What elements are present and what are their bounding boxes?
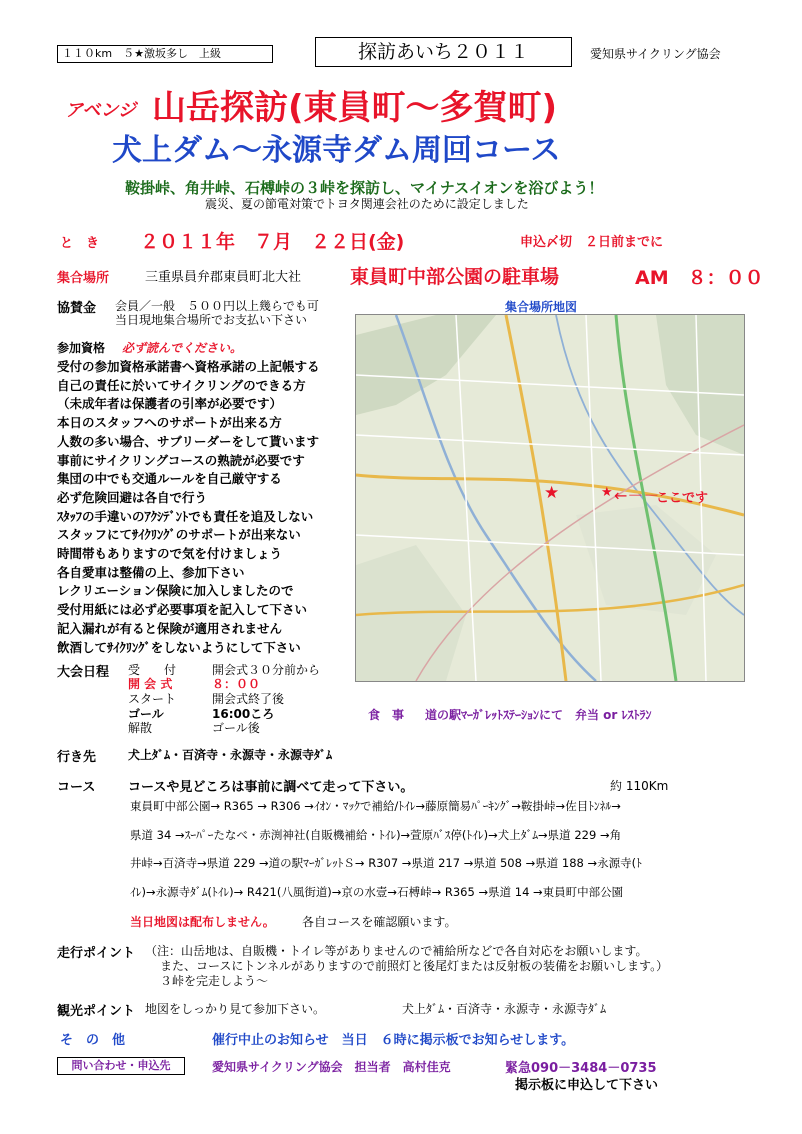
- requirement-item: 必ず危険回避は各自で行う: [57, 489, 208, 505]
- requirement-item: 自己の責任に於いてサイクリングのできる方: [57, 377, 306, 393]
- event-date: ２０１１年 ７月 ２２日(金): [140, 231, 405, 253]
- meeting-place: 東員町中部公園の駐車場: [350, 266, 560, 288]
- schedule-value: 16:00ころ: [212, 707, 275, 721]
- requirement-item: 記入漏れが有ると保険が適用されません: [57, 620, 283, 636]
- schedule-key: スタート: [128, 692, 177, 706]
- schedule-value: ８：００: [212, 677, 261, 691]
- course-distance: 約 110Km: [610, 779, 669, 793]
- requirements-warning: 必ず読んでください。: [122, 341, 243, 355]
- requirement-item: 受付の参加資格承諾書へ資格承諾の上記帳する: [57, 359, 320, 374]
- sightseeing-spots: 犬上ﾀﾞﾑ・百済寺・永源寺・永源寺ﾀﾞﾑ: [402, 1002, 607, 1016]
- deadline-text: 申込〆切 ２日前までに: [520, 235, 664, 250]
- points-line-1: （注：山岳地は、自販機・トイレ等がありませんので補給所などで各自対応をお願いします。: [145, 944, 648, 958]
- requirement-item: （未成年者は保護者の引率が必要です）: [57, 396, 283, 412]
- schedule-key: 受 付: [128, 663, 177, 677]
- no-map-notice: 当日地図は配布しません。: [130, 915, 275, 929]
- requirement-item: 各自愛車は整備の上、参加下さい: [57, 564, 245, 580]
- sightseeing-label: 観光ポイント: [57, 1004, 136, 1019]
- meeting-label: 集合場所: [57, 271, 110, 286]
- arrow-left-icon: ←－－: [614, 486, 660, 505]
- points-line-3: ３峠を完走しよう～: [160, 974, 269, 988]
- fee-label: 協賛金: [57, 301, 97, 316]
- meeting-star-icon: ★: [544, 483, 560, 503]
- meeting-map: [355, 314, 745, 682]
- schedule-value: ゴール後: [212, 721, 260, 735]
- requirement-item: ｽﾀｯﾌの手違いのｱｸｼﾃﾞﾝﾄでも責任を追及しない: [57, 508, 314, 524]
- requirement-item: 受付用紙には必ず必要事項を記入して下さい: [57, 602, 308, 618]
- requirement-item: 時間帯もありますので気を付けましょう: [57, 546, 283, 561]
- schedule-key: ゴール: [128, 707, 164, 721]
- contact-value: 愛知県サイクリング協会 担当者 高村佳克: [212, 1060, 451, 1074]
- sightseeing-value: 地図をしっかり見て参加下さい。: [145, 1002, 326, 1016]
- requirement-item: レクリエーション保険に加入しましたので: [57, 583, 294, 599]
- course-label: コース: [57, 780, 96, 795]
- meeting-time: AM ８：００: [635, 267, 764, 289]
- destination-label: 行き先: [57, 750, 97, 765]
- fee-line-2: 当日現地集合場所でお支払い下さい: [115, 313, 308, 327]
- destination-value: 犬上ﾀﾞﾑ・百済寺・永源寺・永源寺ﾀﾞﾑ: [128, 748, 333, 762]
- points-label: 走行ポイント: [57, 946, 136, 961]
- route-star-icon: ★: [601, 485, 613, 500]
- other-value: 催行中止のお知らせ 当日 ６時に掲示板でお知らせします。: [212, 1033, 575, 1048]
- no-map-rest: 各自コースを確認願います。: [302, 915, 457, 929]
- other-label: そ の 他: [60, 1033, 126, 1048]
- requirement-item: 飲酒してｻｲｸﾘﾝｸﾞをしないようにして下さい: [57, 639, 301, 655]
- route-line: 井峠→百済寺→県道 229 →道の駅ﾏｰｶﾞﾚｯﾄＳ→ R307 →県道 217 →県道 508 →県道 188 →永源寺(ﾄ: [130, 856, 642, 870]
- organizer-name: 愛知県サイクリング協会: [590, 47, 721, 61]
- fee-line-1: 会員／一般 ５００円以上幾らでも可: [115, 299, 319, 313]
- meal-label: 食 事: [368, 708, 405, 722]
- map-title: 集合場所地図: [505, 300, 578, 314]
- schedule-label: 大会日程: [57, 665, 110, 680]
- course-intro: コースや見どころは事前に調べて走って下さい。: [128, 780, 414, 795]
- schedule-key: 解散: [128, 721, 153, 735]
- requirement-item: 事前にサイクリングコースの熟読が必要です: [57, 452, 305, 468]
- requirements-label: 参加資格: [57, 341, 106, 355]
- contact-label: 問い合わせ・申込先: [57, 1057, 185, 1075]
- map-marker-label: ここです: [656, 491, 709, 506]
- schedule-value: 開会式終了後: [212, 692, 285, 706]
- catch-copy: 鞍掛峠、角井峠、石榑峠の３峠を探訪し、マイナスイオンを浴びよう！: [125, 179, 604, 197]
- requirement-item: 人数の多い場合、サブリーダーをして貰います: [57, 433, 320, 449]
- series-title: 探訪あいち２０１１: [315, 37, 572, 67]
- title-prefix: アベンジ: [65, 100, 136, 121]
- route-line: 東員町中部公園→ R365 → R306 →ｲｵﾝ・ﾏｯｸで補給/ﾄｲﾚ→藤原簡易ﾊﾟｰｷﾝｸﾞ→鞍掛峠→佐目ﾄﾝﾈﾙ→: [130, 799, 621, 813]
- requirement-item: 集団の中でも交通ルールを自己厳守する: [57, 471, 282, 487]
- level-badge: １１０km ５★激坂多し 上級: [57, 45, 273, 63]
- route-line: 県道 34 →ｽｰﾊﾟｰたなべ・赤渕神社(自販機補給・ﾄｲﾚ)→萱原ﾊﾞｽ停(ﾄｲﾚ)→犬上ﾀﾞﾑ→県道 229 →角: [130, 827, 622, 842]
- contact-phone: 緊急090－3484－0735: [505, 1061, 657, 1076]
- date-label: と き: [60, 236, 100, 251]
- meal-text: 道の駅ﾏｰｶﾞﾚｯﾄｽﾃｰｼｮﾝにて 弁当 or ﾚｽﾄﾗﾝ: [425, 708, 652, 722]
- meeting-address: 三重県員弁郡東員町北大社: [145, 270, 302, 285]
- requirement-item: スタッフにてｻｲｸﾘﾝｸﾞのサポートが出来ない: [57, 527, 301, 543]
- route-line: ｲﾚ)→永源寺ﾀﾞﾑ(ﾄｲﾚ)→ R421(八風街道)→京の水壹→石榑峠→ R365 →県道 14 →東員町中部公園: [130, 884, 624, 899]
- note-line: 震災、夏の節電対策でトヨタ関連会社のために設定しました: [205, 197, 529, 211]
- contact-board: 掲示板に申込して下さい: [515, 1078, 659, 1093]
- schedule-key: 開 会 式: [128, 677, 173, 691]
- requirement-item: 本日のスタッフへのサポートが出来る方: [57, 415, 282, 431]
- page-title: 山岳探訪(東員町～多賀町): [152, 88, 558, 128]
- course-title: 犬上ダム～永源寺ダム周回コース: [112, 133, 561, 168]
- schedule-value: 開会式３０分前から: [212, 663, 321, 677]
- points-line-2: また、コースにトンネルがありますので前照灯と後尾灯または反射板の装備をお願いします。）: [160, 959, 669, 973]
